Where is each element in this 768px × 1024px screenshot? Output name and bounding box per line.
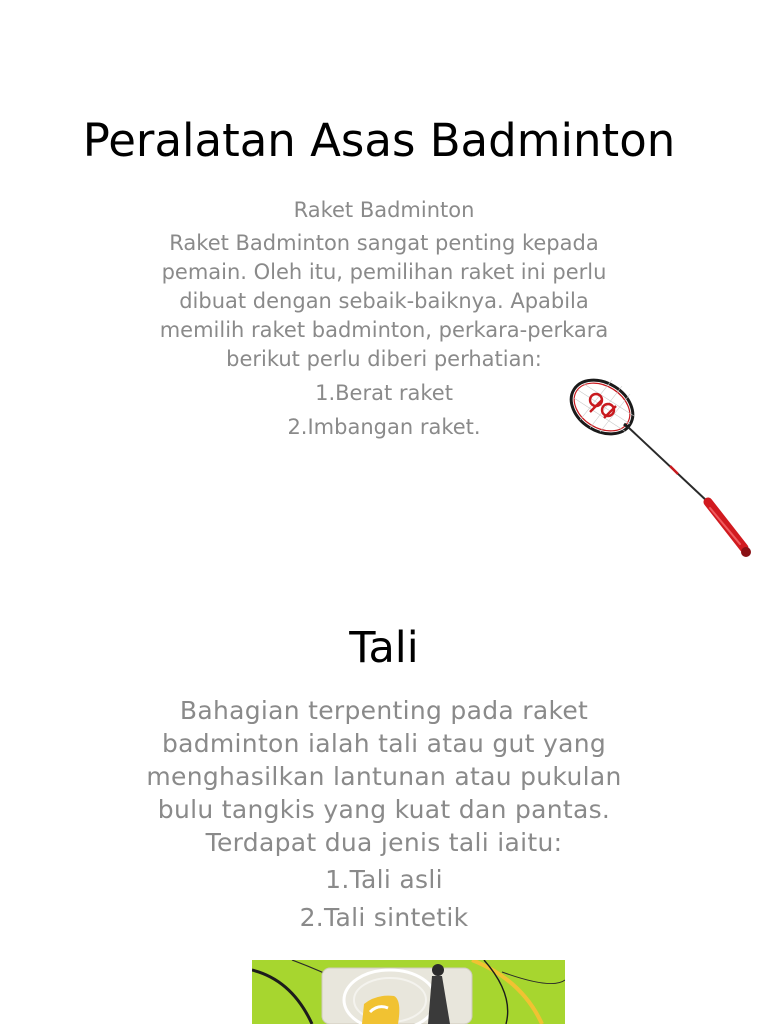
subhead-raket: Raket Badminton [293, 198, 475, 222]
list-item: 2.Tali sintetik [299, 903, 469, 932]
body-line: dibuat dengan sebaik-baiknya. Apabila [179, 289, 589, 313]
badminton-racket-icon [560, 372, 760, 567]
body-line: memilih raket badminton, perkara-perkara [159, 318, 609, 342]
list-item: 1.Tali asli [325, 865, 443, 894]
body-line: Raket Badminton sangat penting kepada [169, 231, 599, 255]
slide-title: Tali [349, 623, 419, 673]
body-line: Bahagian terpenting pada raket [179, 696, 589, 725]
badminton-string-photo [252, 960, 565, 1024]
body-line: badminton ialah tali atau gut yang [161, 729, 607, 758]
racket-shaft [624, 424, 708, 502]
racket-head [561, 372, 642, 445]
list-item: 2.Imbangan raket. [287, 415, 481, 439]
slide-body [104, 694, 664, 935]
slide-tali [0, 576, 768, 1024]
list-item: 1.Berat raket [315, 381, 453, 405]
racket-grip [708, 502, 751, 557]
slide-title: Peralatan Asas Badminton [82, 114, 676, 167]
body-line: menghasilkan lantunan atau pukulan [146, 762, 622, 791]
body-line: berikut perlu diberi perhatian: [226, 347, 542, 371]
body-line: Terdapat dua jenis tali iaitu: [205, 828, 563, 857]
string-photo-art [252, 960, 565, 1024]
body-line: bulu tangkis yang kuat dan pantas. [157, 795, 611, 824]
body-line: pemain. Oleh itu, pemilihan raket ini perlu [161, 260, 607, 284]
